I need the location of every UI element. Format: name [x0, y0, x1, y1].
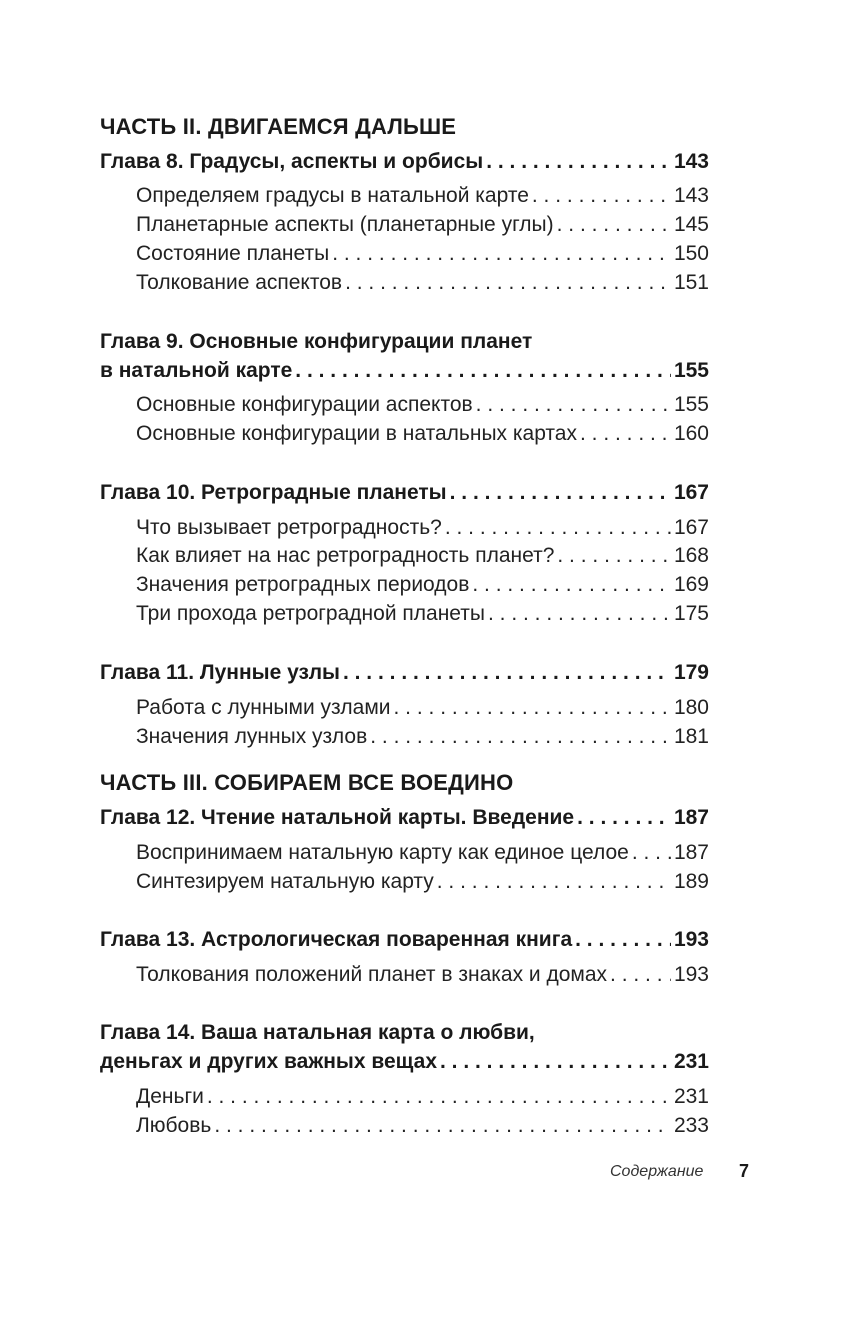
- toc-chapter-entry[interactable]: [100, 481, 709, 505]
- leader-dots: [488, 602, 671, 626]
- chapter-title-line[interactable]: Глава 9. Основные конфигурации планет: [100, 330, 533, 353]
- toc-section-entry[interactable]: [136, 213, 709, 237]
- running-footer-title: Содержание: [610, 1163, 704, 1180]
- section-title: Состояние планеты: [136, 242, 330, 265]
- page-number: 155: [673, 393, 709, 416]
- section-title: Как влияет на нас ретроградность планет?: [136, 544, 555, 567]
- leader-dots: [332, 242, 671, 266]
- section-title: Планетарные аспекты (планетарные углы): [136, 213, 554, 236]
- page-number: 231: [673, 1050, 709, 1073]
- section-title: Основные конфигурации аспектов: [136, 393, 473, 416]
- section-title: Воспринимаем натальную карту как единое целое: [136, 841, 629, 864]
- section-title: Работа с лунными узлами: [136, 696, 391, 719]
- chapter-title: Глава 11. Лунные узлы: [100, 661, 340, 684]
- toc-section-entry[interactable]: [136, 696, 709, 720]
- folio-page-number: 7: [739, 1161, 750, 1181]
- section-title: Любовь: [136, 1114, 212, 1137]
- leader-dots: [295, 359, 671, 383]
- leader-dots: [394, 696, 671, 720]
- toc-section-entry[interactable]: [136, 963, 709, 987]
- section-title: Толкование аспектов: [136, 271, 343, 294]
- toc-chapter-entry[interactable]: [100, 1050, 709, 1074]
- leader-dots: [532, 184, 671, 208]
- page-number: 151: [673, 271, 709, 294]
- toc-section-entry[interactable]: [136, 516, 709, 540]
- leader-dots: [557, 544, 671, 568]
- chapter-title-line[interactable]: Глава 14. Ваша натальная карта о любви,: [100, 1021, 535, 1044]
- leader-dots: [610, 963, 671, 987]
- part-heading: ЧАСТЬ III. СОБИРАЕМ ВСЕ ВОЕДИНО: [100, 770, 514, 795]
- leader-dots: [557, 213, 671, 237]
- page-number: 150: [673, 242, 709, 265]
- page-number: 143: [673, 150, 709, 173]
- section-title: Три прохода ретроградной планеты: [136, 602, 485, 625]
- toc-section-entry[interactable]: [136, 841, 709, 865]
- chapter-title: Глава 8. Градусы, аспекты и орбисы: [100, 150, 484, 173]
- leader-dots: [486, 150, 671, 174]
- page-number: 143: [673, 184, 709, 207]
- page-number: 160: [673, 422, 709, 445]
- section-title: Толкования положений планет в знаках и домах: [136, 963, 608, 986]
- leader-dots: [577, 806, 671, 830]
- chapter-title: Глава 10. Ретроградные планеты: [100, 481, 447, 504]
- toc-chapter-entry[interactable]: [100, 661, 709, 685]
- page-number: 167: [673, 481, 709, 504]
- chapter-title: Глава 12. Чтение натальной карты. Введение: [100, 806, 575, 829]
- page-number: 155: [673, 359, 709, 382]
- chapter-title: деньгах и других важных вещах: [100, 1050, 437, 1073]
- section-title: Основные конфигурации в натальных картах: [136, 422, 577, 445]
- section-title: Деньги: [136, 1085, 204, 1108]
- toc-chapter-entry[interactable]: [100, 150, 709, 174]
- toc-section-entry[interactable]: [136, 393, 709, 417]
- toc-section-entry[interactable]: [136, 184, 709, 208]
- page-number: 189: [673, 870, 709, 893]
- page-number: 145: [673, 213, 709, 236]
- toc-section-entry[interactable]: [136, 870, 709, 894]
- toc-section-entry[interactable]: [136, 573, 709, 597]
- page-number: 231: [673, 1085, 709, 1108]
- leader-dots: [632, 841, 671, 865]
- page-number: 169: [673, 573, 709, 596]
- toc-chapter-entry[interactable]: [100, 359, 709, 383]
- section-title: Определяем градусы в натальной карте: [136, 184, 529, 207]
- leader-dots: [472, 573, 671, 597]
- page-number: 181: [673, 725, 709, 748]
- page-number: 180: [673, 696, 709, 719]
- toc-section-entry[interactable]: [136, 725, 709, 749]
- toc-section-entry[interactable]: [136, 1085, 709, 1109]
- page-number: 187: [673, 806, 709, 829]
- leader-dots: [214, 1114, 671, 1138]
- leader-dots: [580, 422, 671, 446]
- chapter-title: в натальной карте: [100, 359, 293, 382]
- leader-dots: [437, 870, 671, 894]
- toc-section-entry[interactable]: [136, 602, 709, 626]
- leader-dots: [440, 1050, 671, 1074]
- page-number: 193: [673, 963, 709, 986]
- toc-chapter-entry[interactable]: [100, 806, 709, 830]
- section-title: Синтезируем натальную карту: [136, 870, 434, 893]
- leader-dots: [207, 1085, 671, 1109]
- leader-dots: [370, 725, 671, 749]
- leader-dots: [345, 271, 671, 295]
- chapter-title: Глава 13. Астрологическая поваренная книга: [100, 928, 573, 951]
- toc-chapter-entry[interactable]: [100, 928, 709, 952]
- section-title: Значения ретроградных периодов: [136, 573, 470, 596]
- leader-dots: [575, 928, 671, 952]
- toc-section-entry[interactable]: [136, 422, 709, 446]
- toc-section-entry[interactable]: [136, 242, 709, 266]
- part-heading: ЧАСТЬ II. ДВИГАЕМСЯ ДАЛЬШЕ: [100, 114, 457, 139]
- page-number: 187: [673, 841, 709, 864]
- page-number: 175: [673, 602, 709, 625]
- toc-section-entry[interactable]: [136, 1114, 709, 1138]
- leader-dots: [343, 661, 671, 685]
- page-number: 168: [673, 544, 709, 567]
- page-number: 179: [673, 661, 709, 684]
- toc-section-entry[interactable]: [136, 544, 709, 568]
- section-title: Что вызывает ретроградность?: [136, 516, 442, 539]
- leader-dots: [476, 393, 671, 417]
- section-title: Значения лунных узлов: [136, 725, 368, 748]
- toc-section-entry[interactable]: [136, 271, 709, 295]
- page-number: 233: [673, 1114, 709, 1137]
- leader-dots: [450, 481, 671, 505]
- page-number: 193: [673, 928, 709, 951]
- page-number: 167: [673, 516, 709, 539]
- leader-dots: [445, 516, 671, 540]
